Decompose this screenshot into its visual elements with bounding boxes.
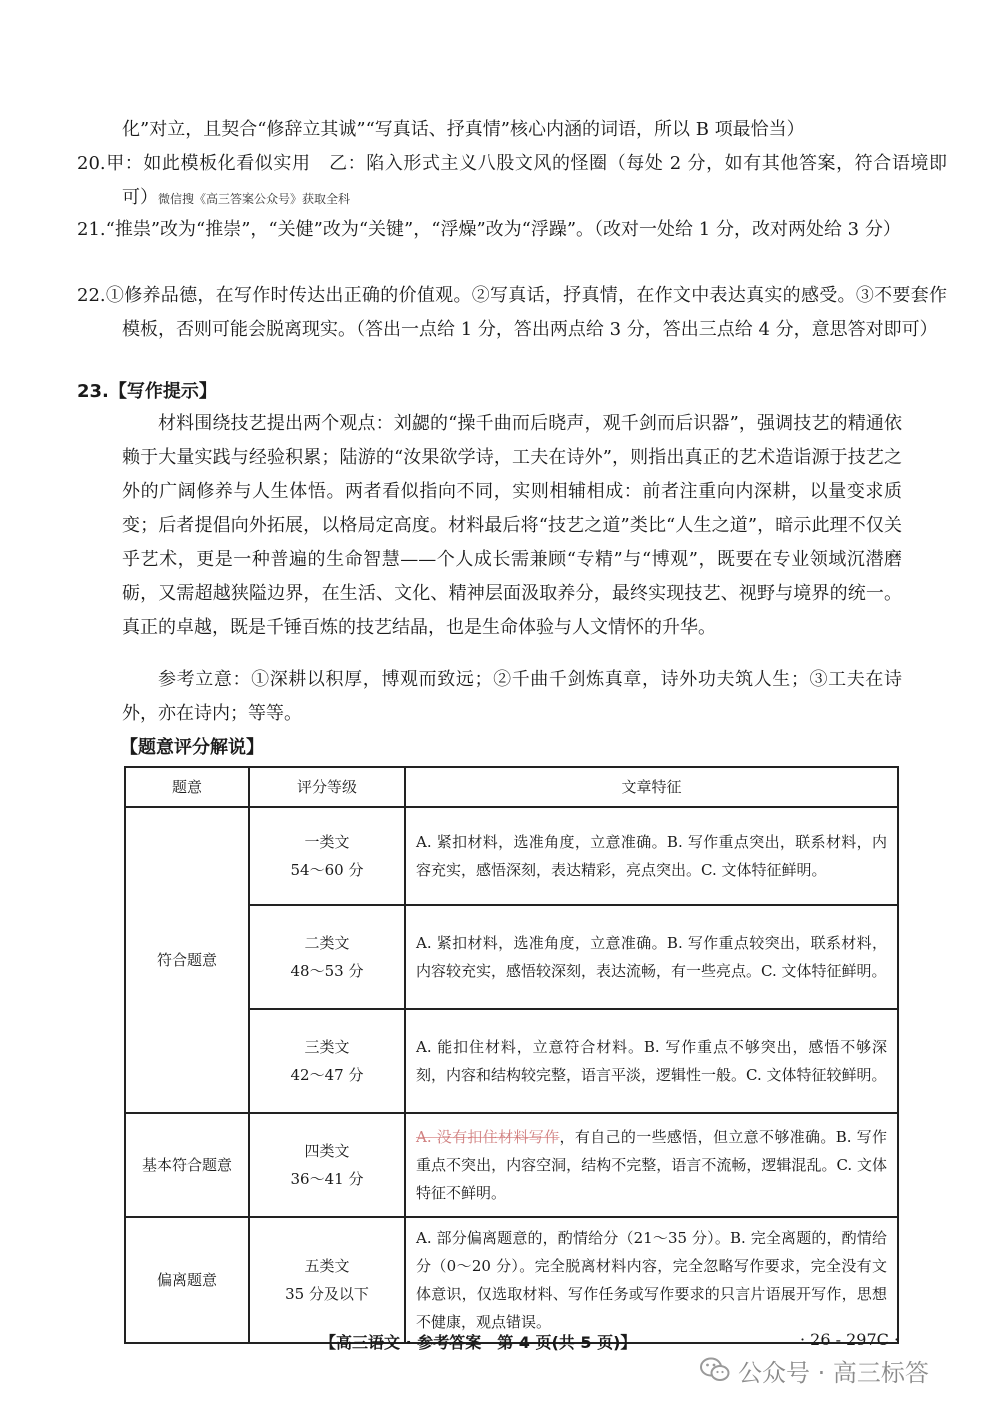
grade-score: 48～53 分 (290, 962, 364, 980)
table-row (125, 1217, 898, 1343)
account-name: 公众号 · 高三标答 (738, 1358, 929, 1387)
grade-level: 二类文 (304, 934, 350, 952)
grade-cell (249, 807, 405, 905)
grading-table (124, 766, 899, 1344)
grade-score: 36～41 分 (290, 1170, 364, 1188)
feature-text: ，有自己的一些感悟，但立意不够准确。B. 写作重点不突出，内容空洞，结构不完整，语言不流畅，逻辑混乱。C. 文体特征不鲜明。 (416, 1128, 888, 1202)
table-header-row (125, 767, 898, 807)
category-cell: 基本符合题意 (125, 1113, 249, 1217)
header-topic: 题意 (125, 767, 249, 807)
grade-score: 35 分及以下 (285, 1285, 369, 1303)
header-grade: 评分等级 (249, 767, 405, 807)
q19-tail-text: 化”对立，且契合“修辞立其诚”“写真话、抒真情”核心内涵的词语，所以 B 项最恰当） (122, 119, 805, 140)
feature-cell: A. 紧扣材料，选准角度，立意准确。B. 写作重点突出，联系材料，内容充实，感悟深刻，表达精彩，亮点突出。C. 文体特征鲜明。 (405, 807, 898, 905)
feature-cell: A. 部分偏离题意的，酌情给分（21～35 分）。B. 完全离题的，酌情给分（0～20 分）。完全脱离材料内容，完全忽略写作要求，完全没有文体意识，仅选取材料、写作任务或写作要求的只言片语展开写作，思想不健康，观点错误。 (405, 1217, 898, 1343)
paper-code: · 26 - 297C · (800, 1330, 900, 1349)
q21-answer: 21.“推祟”改为“推崇”，“关健”改为“关键”，“浮燥”改为“浮躁”。（改对一处给 1 分，改对两处给 3 分） (77, 219, 901, 240)
header-features: 文章特征 (405, 767, 898, 807)
grade-level: 三类文 (304, 1038, 350, 1056)
grade-cell (249, 1217, 405, 1343)
feature-cell (405, 1113, 898, 1217)
category-cell: 偏离题意 (125, 1217, 249, 1343)
grade-level: 五类文 (304, 1257, 350, 1275)
grading-table-title: 【题意评分解说】 (120, 737, 264, 758)
red-stamp-overlay: A. 没有扣住材料写作 (416, 1128, 560, 1146)
feature-cell: A. 紧扣材料，选准角度，立意准确。B. 写作重点较突出，联系材料，内容较充实，感悟较深刻，表达流畅，有一些亮点。C. 文体特征鲜明。 (405, 905, 898, 1009)
page-footer-label: 【高三语文 · 参考答案 第 4 页(共 5 页)】 (320, 1333, 637, 1352)
grade-score: 42～47 分 (290, 1066, 364, 1084)
wechat-icon (700, 1357, 730, 1383)
reference-ideas-paragraph: 参考立意：①深耕以积厚，博观而致远；②千曲千剑炼真章，诗外功夫筑人生；③工夫在诗外，亦在诗内；等等。 (122, 669, 902, 724)
grade-cell (249, 1009, 405, 1113)
table-row (125, 807, 898, 905)
grade-score: 54～60 分 (290, 861, 364, 879)
q20-answer (77, 147, 947, 216)
grade-cell (249, 905, 405, 1009)
grade-level: 一类文 (304, 833, 350, 851)
grade-level: 四类文 (304, 1142, 350, 1160)
grade-cell (249, 1113, 405, 1217)
q23-heading: 23.【写作提示】 (77, 381, 217, 402)
q20-text: 20.甲：如此模板化看似实用 乙：陷入形式主义八股文风的怪圈（每处 2 分，如有其他答案，符合语境即可） (77, 153, 947, 208)
category-cell: 符合题意 (125, 807, 249, 1113)
account-watermark (700, 1355, 929, 1385)
q22-answer: 22.①修养品德，在写作时传达出正确的价值观。②写真话，抒真情，在作文中表达真实的感受。③不要套作模板，否则可能会脱离现实。（答出一点给 1 分，答出两点给 3 分，答出三点给 4 分，意思答对即可） (77, 285, 947, 340)
watermark-text: 微信搜《高三答案公众号》获取全科 (158, 192, 351, 206)
feature-cell: A. 能扣住材料，立意符合材料。B. 写作重点不够突出，感悟不够深刻，内容和结构较完整，语言平淡，逻辑性一般。C. 文体特征较鲜明。 (405, 1009, 898, 1113)
table-row (125, 1113, 898, 1217)
writing-tips-paragraph: 材料围绕技艺提出两个观点：刘勰的“操千曲而后晓声，观千剑而后识器”，强调技艺的精通依赖于大量实践与经验积累；陆游的“汝果欲学诗，工夫在诗外”，则指出真正的艺术造诣源于技艺之外的广阔修养与人生体悟。两者看似指向不同，实则相辅相成：前者注重向内深耕，以量变求质变；后者提倡向外拓展，以格局定高度。材料最后将“技艺之道”类比“人生之道”，暗示此理不仅关乎艺术，更是一种普遍的生命智慧——个人成长需兼顾“专精”与“博观”，既要在专业领域沉潜磨砺，又需超越狭隘边界，在生活、文化、精神层面汲取养分，最终实现技艺、视野与境界的统一。真正的卓越，既是千锤百炼的技艺结晶，也是生命体验与人文情怀的升华。 (122, 413, 902, 638)
